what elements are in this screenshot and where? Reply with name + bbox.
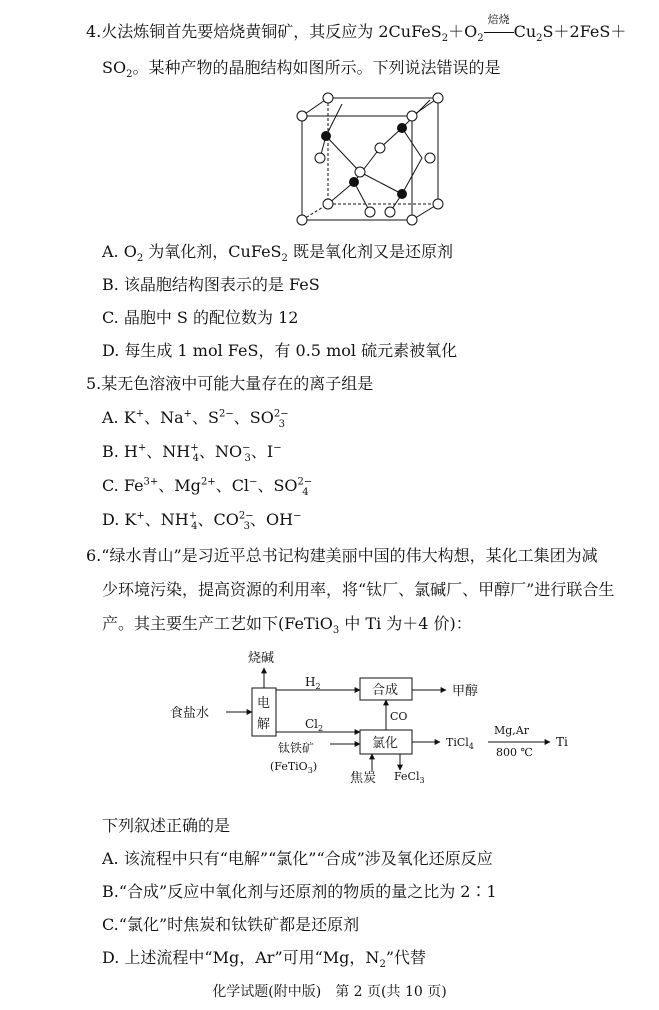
q6-option-b[interactable]: B.“合成”反应中氧化剂与还原剂的物质的量之比为 2∶1 xyxy=(102,882,497,901)
flow-ti: Ti xyxy=(556,735,568,749)
flow-shaojian: 烧碱 xyxy=(248,651,275,666)
flow-h2: $H_2$ xyxy=(305,675,321,691)
flow-electrolysis-1: 电 xyxy=(257,696,271,711)
flow-temp: 800 ℃ xyxy=(496,746,533,759)
q6-option-c[interactable]: C.“氯化”时焦炭和钛铁矿都是还原剂 xyxy=(102,915,360,934)
flow-ilmenite: 钛铁矿 xyxy=(278,741,315,755)
flow-mg-ar: Mg,Ar xyxy=(494,724,530,737)
flow-cl2: $Cl_2$ xyxy=(305,717,324,733)
q4-line2: $SO_2$。某种产物的晶胞结构如图所示。下列说法错误的是 xyxy=(102,58,501,81)
q6-stem2: 下列叙述正确的是 xyxy=(102,816,231,835)
reaction-arrow: 焙烧 xyxy=(484,22,514,42)
q5-option-d[interactable]: D. K+、$NH^+_4$、$CO^{2-}_3$、OH− xyxy=(102,510,302,533)
q5-option-b[interactable]: B. H+、$NH^+_4$、$NO^-_3$、I− xyxy=(102,442,282,465)
q6-option-a[interactable]: A. 该流程中只有“电解”“氯化”“合成”涉及氧化还原反应 xyxy=(102,849,493,868)
q6-line2: 少环境污染，提高资源的利用率，将“钛厂、氯碱厂、甲醇厂”进行联合生 xyxy=(102,580,615,599)
flow-ilmenite-formula: (FeTiO$_3$) xyxy=(270,760,318,775)
crystal-cell-diagram xyxy=(290,86,450,228)
page-footer: 化学试题(附中版) 第 2 页(共 10 页) xyxy=(212,984,447,1000)
flow-brine: 食盐水 xyxy=(170,706,210,721)
q6-line3: 产。其主要生产工艺如下(FeTiO$_3$ 中 Ti 为＋4 价)： xyxy=(102,614,472,637)
q6-option-d[interactable]: D. 上述流程中“Mg，Ar”可用“Mg，$N_2$”代替 xyxy=(102,948,426,971)
q6-line1: 6.“绿水青山”是习近平总书记构建美丽中国的伟大构想，某化工集团为减 xyxy=(86,546,598,565)
flow-coke: 焦炭 xyxy=(350,771,377,784)
q5-option-c[interactable]: C. $Fe^{3+}$、$Mg^{2+}$、Cl−、$SO^{2-}_4$ xyxy=(102,476,313,499)
flow-synthesis: 合成 xyxy=(372,683,399,698)
process-flow-diagram xyxy=(170,648,610,784)
flow-electrolysis-2: 解 xyxy=(257,717,271,732)
q5-stem: 5.某无色溶液中可能大量存在的离子组是 xyxy=(86,374,374,393)
q4-option-a[interactable]: A. $O_2$ 为氧化剂，CuFeS$_2$ 既是氧化剂又是还原剂 xyxy=(102,242,453,265)
q5-option-a[interactable]: A. K+、Na+、$S^{2-}$、$SO^{2-}_3$ xyxy=(102,408,289,431)
q4-line1: 4.火法炼铜首先要焙烧黄铜矿，其反应为 $2CuFeS_2+O_2$ 焙烧 $Cu_2S+2FeS+$ xyxy=(86,13,627,45)
flow-chlorination: 氯化 xyxy=(372,736,399,751)
q4-option-c[interactable]: C. 晶胞中 S 的配位数为 12 xyxy=(102,308,299,327)
flow-ticl4: TiCl$_4$ xyxy=(446,736,474,751)
flow-co: CO xyxy=(390,710,408,723)
q4-option-b[interactable]: B. 该晶胞结构图表示的是 FeS xyxy=(102,275,320,294)
q4-option-d[interactable]: D. 每生成 1 mol FeS，有 0.5 mol 硫元素被氧化 xyxy=(102,341,458,360)
flow-methanol: 甲醇 xyxy=(452,684,479,699)
flow-fecl3: FeCl$_3$ xyxy=(394,770,425,784)
